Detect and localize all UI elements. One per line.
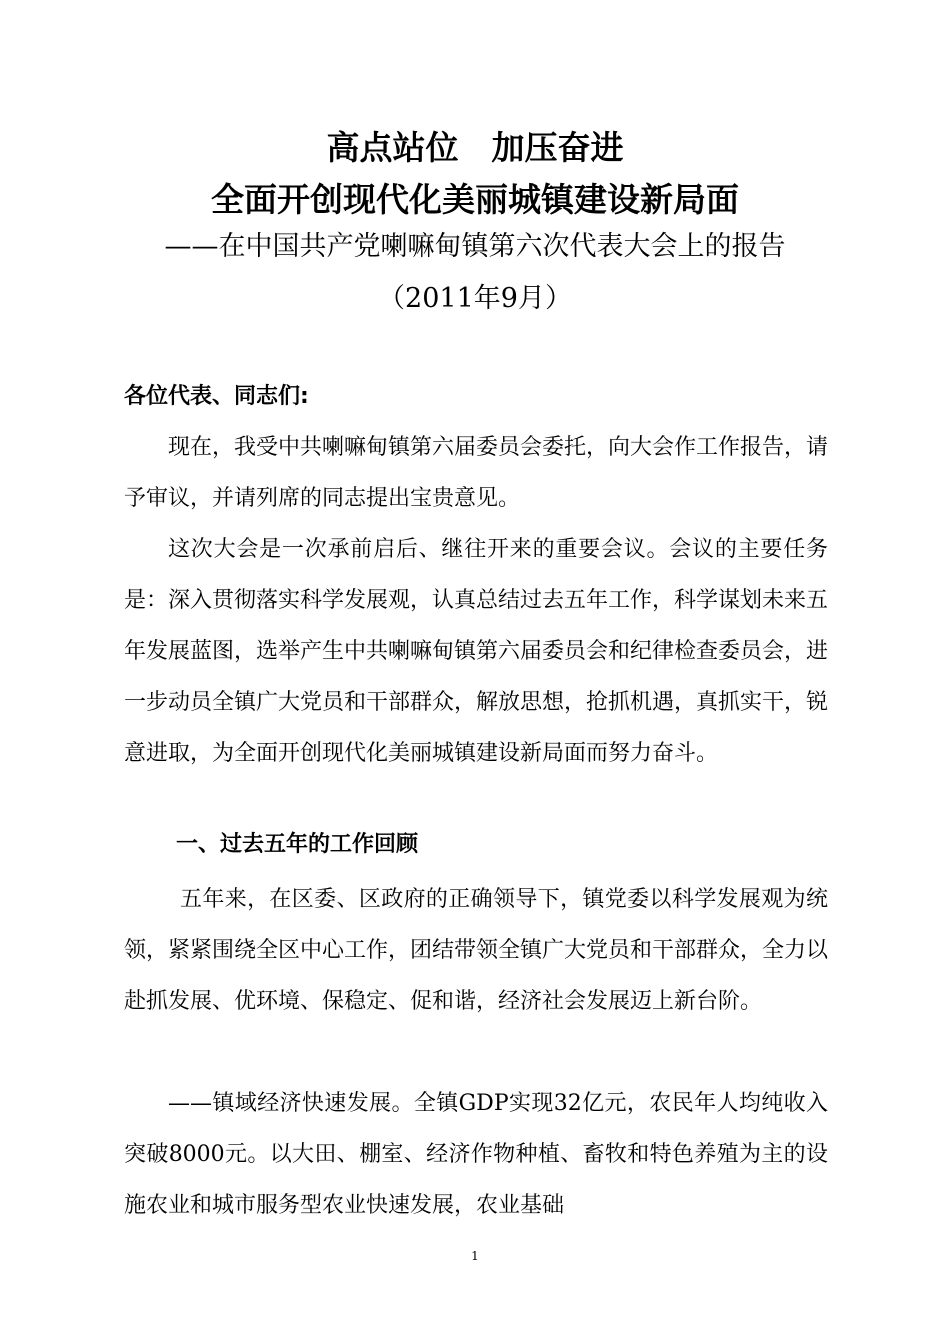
greeting: 各位代表、同志们:	[124, 384, 309, 409]
subtitle: ——在中国共产党喇嘛甸镇第六次代表大会上的报告	[164, 231, 786, 262]
report-date: （2011年9月）	[378, 283, 572, 314]
section-heading: 一、过去五年的工作回顾	[176, 832, 419, 857]
paragraph-1: 现在，我受中共喇嘛甸镇第六届委员会委托，向大会作工作报告，请予审议，并请列席的同志提出宝贵意见。	[124, 435, 829, 511]
title-line-2: 全面开创现代化美丽城镇建设新局面	[211, 180, 739, 219]
title-line-1: 高点站位 加压奋进	[326, 128, 624, 167]
paragraph-3: 五年来，在区委、区政府的正确领导下，镇党委以科学发展观为统领，紧紧围绕全区中心工作，团结带领全镇广大党员和干部群众，全力以赴抓发展、优环境、保稳定、促和谐，经济社会发展迈上新台阶。	[124, 887, 829, 1014]
paragraph-2: 这次大会是一次承前启后、继往开来的重要会议。会议的主要任务是：深入贯彻落实科学发展观，认真总结过去五年工作，科学谋划未来五年发展蓝图，选举产生中共喇嘛甸镇第六届委员会和纪律检查委员会，进一步动员全镇广大党员和干部群众，解放思想，抢抓机遇，真抓实干，锐意进取，为全面开创现代化美丽城镇建设新局面而努力奋斗。	[124, 537, 829, 766]
page-number: 1	[471, 1249, 479, 1263]
paragraph-4: ——镇域经济快速发展。全镇GDP实现32亿元，农民年人均纯收入突破8000元。以大田、棚室、经济作物种植、畜牧和特色养殖为主的设施农业和城市服务型农业快速发展，农业基础	[124, 1091, 828, 1218]
